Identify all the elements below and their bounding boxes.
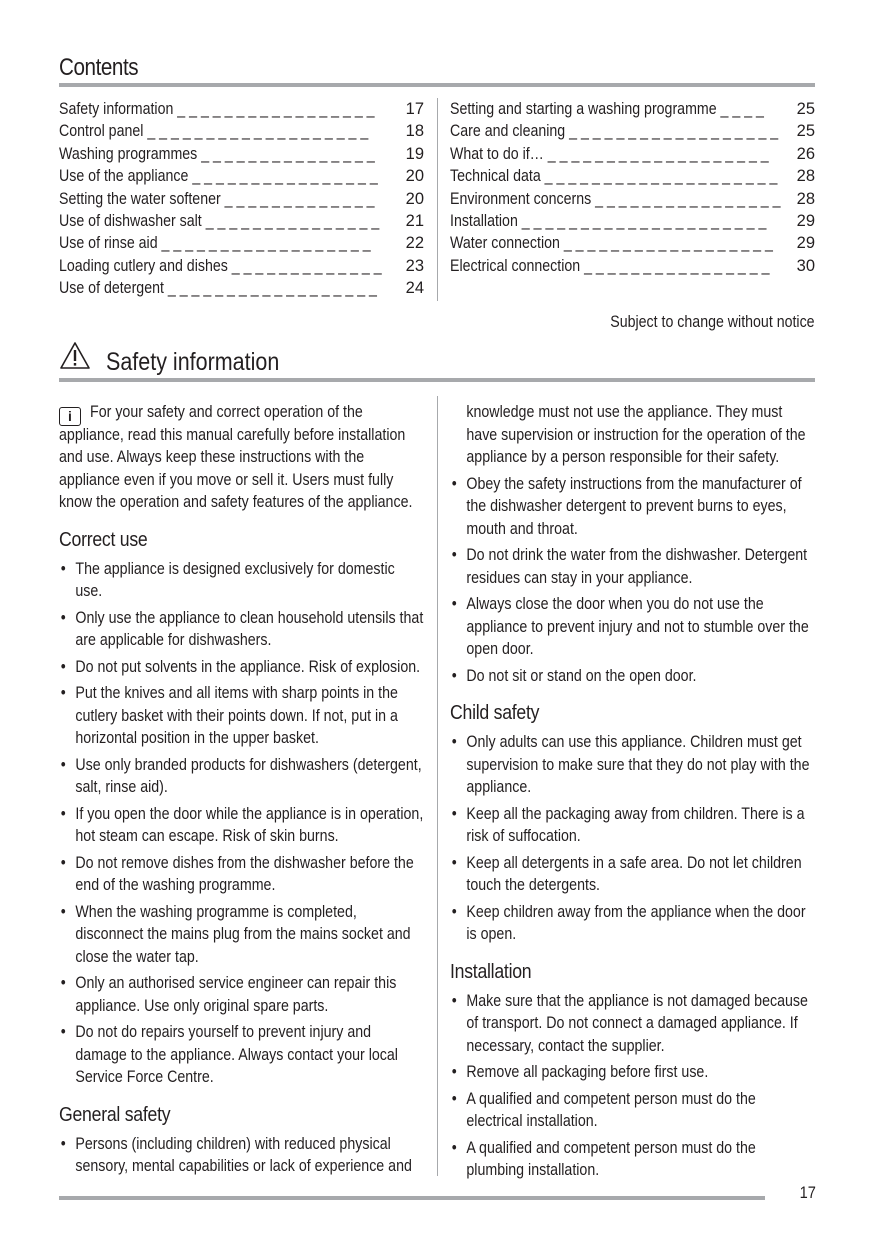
info-icon: i (59, 407, 81, 426)
toc-entry[interactable] (59, 255, 424, 277)
change-notice: Subject to change without notice (610, 313, 815, 331)
list-item: • Do not remove dishes from the dishwasher before the end of the washing programme. (59, 852, 424, 897)
installation-list (450, 990, 815, 1182)
toc-entry[interactable] (59, 120, 424, 142)
general-safety-list-start (59, 1133, 424, 1178)
installation-heading: Installation (450, 959, 532, 983)
page-number: 17 (799, 1183, 816, 1202)
toc-entry-page: 24 (405, 279, 424, 298)
toc-entry[interactable] (450, 232, 815, 254)
list-item: • Only adults can use this appliance. Children must get supervision to make sure that they do not play with the appliance. (450, 731, 815, 799)
footer-rule (59, 1196, 765, 1200)
toc-entry-page: 30 (796, 256, 815, 275)
toc-entry[interactable] (59, 143, 424, 165)
toc-entry-page: 25 (796, 122, 815, 141)
toc-entry[interactable] (450, 98, 815, 120)
toc-entry-page: 23 (405, 256, 424, 275)
toc-entry-label: Setting the water softener _ _ _ _ _ _ _ _ _ _ _ _ _ (59, 189, 375, 208)
toc-entry-label: Installation _ _ _ _ _ _ _ _ _ _ _ _ _ _ _ _ _ _ _ _ _ (450, 211, 767, 230)
toc-entry[interactable] (59, 98, 424, 120)
list-item: • Keep all the packaging away from children. There is a risk of suffocation. (450, 803, 815, 848)
toc-entry-label: Setting and starting a washing programme _ _ _ _ (450, 100, 764, 118)
toc-entry-page: 28 (796, 189, 815, 208)
toc-entry[interactable] (59, 232, 424, 254)
toc-entry-page: 26 (796, 144, 815, 163)
toc-entry[interactable] (450, 165, 815, 187)
toc-entry-label: Use of rinse aid _ _ _ _ _ _ _ _ _ _ _ _ _ _ _ _ _ _ (59, 234, 371, 253)
safety-right-column (450, 401, 815, 1186)
toc-entry[interactable] (59, 277, 424, 299)
list-item: • Remove all packaging before first use. (450, 1061, 815, 1084)
toc-entry-page: 17 (405, 100, 424, 118)
toc-entry[interactable] (450, 255, 815, 277)
column-divider (437, 396, 438, 1176)
toc-entry[interactable] (450, 210, 815, 232)
toc-entry-page: 20 (405, 189, 424, 208)
list-item: • Do not put solvents in the appliance. Risk of explosion. (59, 656, 424, 679)
toc-entry[interactable] (59, 165, 424, 187)
toc-entry[interactable] (59, 210, 424, 232)
list-item: • Only an authorised service engineer can repair this appliance. Use only original spare parts. (59, 972, 424, 1017)
contents-rule (59, 83, 815, 87)
toc-entry-label: Control panel _ _ _ _ _ _ _ _ _ _ _ _ _ _ _ _ _ _ _ (59, 122, 369, 141)
list-item: • Always close the door when you do not use the appliance to prevent injury and not to stumble over the open door. (450, 593, 815, 661)
correct-use-heading: Correct use (59, 527, 148, 551)
list-item: • A qualified and competent person must do the electrical installation. (450, 1088, 815, 1133)
toc-entry-label: What to do if… _ _ _ _ _ _ _ _ _ _ _ _ _ _ _ _ _ _ _ (450, 144, 769, 163)
list-item: • If you open the door while the appliance is in operation, hot steam can escape. Risk of skin burns. (59, 803, 424, 848)
list-item: • Obey the safety instructions from the manufacturer of the dishwasher detergent to prevent burns to eyes, mouth and throat. (450, 473, 815, 541)
toc-entry-page: 28 (796, 167, 815, 186)
toc-entry[interactable] (59, 188, 424, 210)
toc-entry-page: 21 (405, 211, 424, 230)
list-item: • When the washing programme is completed, disconnect the mains plug from the mains socket and close the water tap. (59, 901, 424, 969)
toc-entry-label: Loading cutlery and dishes _ _ _ _ _ _ _ _ _ _ _ _ _ (59, 256, 382, 275)
toc-entry-label: Care and cleaning _ _ _ _ _ _ _ _ _ _ _ _ _ _ _ _ _ _ (450, 122, 779, 141)
list-item: • Use only branded products for dishwashers (detergent, salt, rinse aid). (59, 754, 424, 799)
list-item: • Keep children away from the appliance when the door is open. (450, 901, 815, 946)
list-item: • Only use the appliance to clean household utensils that are applicable for dishwashers. (59, 607, 424, 652)
safety-left-column (59, 401, 424, 1182)
toc-entry-label: Technical data _ _ _ _ _ _ _ _ _ _ _ _ _ _ _ _ _ _ _ _ (450, 167, 778, 186)
toc-entry-label: Use of detergent _ _ _ _ _ _ _ _ _ _ _ _ _ _ _ _ _ _ (59, 279, 377, 298)
toc-entry-page: 29 (796, 234, 815, 253)
toc-entry[interactable] (450, 120, 815, 142)
toc-entry-page: 20 (405, 167, 424, 186)
safety-rule (59, 378, 815, 382)
toc-entry-label: Electrical connection _ _ _ _ _ _ _ _ _ _ _ _ _ _ _ _ (450, 256, 770, 275)
list-item: • Put the knives and all items with sharp points in the cutlery basket with their points down. If not, put in a horizontal position in the upper basket. (59, 682, 424, 750)
toc-entry-page: 25 (796, 100, 815, 118)
list-item: • A qualified and competent person must do the plumbing installation. (450, 1137, 815, 1182)
list-item: • Persons (including children) with reduced physical sensory, mental capabilities or lack of experience and (59, 1133, 424, 1178)
general-safety-heading: General safety (59, 1102, 171, 1126)
toc-entry-label: Safety information _ _ _ _ _ _ _ _ _ _ _ _ _ _ _ _ _ (59, 100, 375, 118)
child-safety-heading: Child safety (450, 701, 540, 724)
toc-entry-page: 22 (405, 234, 424, 253)
toc-entry-page: 18 (405, 122, 424, 141)
toc-right-column (450, 98, 815, 277)
list-item: • Do not sit or stand on the open door. (450, 665, 815, 688)
toc-left-column (59, 98, 424, 300)
contents-title: Contents (59, 54, 139, 81)
child-safety-list (450, 731, 815, 946)
correct-use-list (59, 558, 424, 1089)
list-item: • Make sure that the appliance is not damaged because of transport. Do not connect a damaged appliance. If necessary, contact the supplier. (450, 990, 815, 1058)
toc-entry-label: Washing programmes _ _ _ _ _ _ _ _ _ _ _ _ _ _ _ (59, 144, 375, 163)
toc-divider (437, 98, 438, 301)
toc-entry-label: Use of the appliance _ _ _ _ _ _ _ _ _ _ _ _ _ _ _ _ (59, 167, 378, 186)
general-safety-list (450, 473, 815, 688)
toc-entry-label: Water connection _ _ _ _ _ _ _ _ _ _ _ _ _ _ _ _ _ _ (450, 234, 773, 253)
toc-entry-label: Use of dishwasher salt _ _ _ _ _ _ _ _ _ _ _ _ _ _ _ (59, 211, 380, 230)
toc-entry[interactable] (450, 188, 815, 210)
general-safety-continued: knowledge must not use the appliance. They must have supervision or instruction for the operation of the appliance by a person responsible for their safety. (466, 403, 806, 466)
list-item: • Do not do repairs yourself to prevent injury and damage to the appliance. Always contact your local Service Force Centre. (59, 1021, 424, 1089)
toc-entry-page: 19 (405, 144, 424, 163)
safety-intro: For your safety and correct operation of the appliance, read this manual carefully before installation and use. Always keep these instructions with the appliance even if you move or sell it. Users must fully know the operation and safety features of the appliance. (59, 403, 413, 511)
list-item: • Keep all detergents in a safe area. Do not let children touch the detergents. (450, 852, 815, 897)
toc-entry[interactable] (450, 143, 815, 165)
toc-entry-page: 29 (796, 211, 815, 230)
warning-triangle-icon (59, 341, 91, 371)
toc-entry-label: Environment concerns _ _ _ _ _ _ _ _ _ _ _ _ _ _ _ _ (450, 189, 781, 208)
list-item: • Do not drink the water from the dishwasher. Detergent residues can stay in your appliance. (450, 544, 815, 589)
list-item: • The appliance is designed exclusively for domestic use. (59, 558, 424, 603)
safety-information-title: Safety information (106, 348, 280, 376)
